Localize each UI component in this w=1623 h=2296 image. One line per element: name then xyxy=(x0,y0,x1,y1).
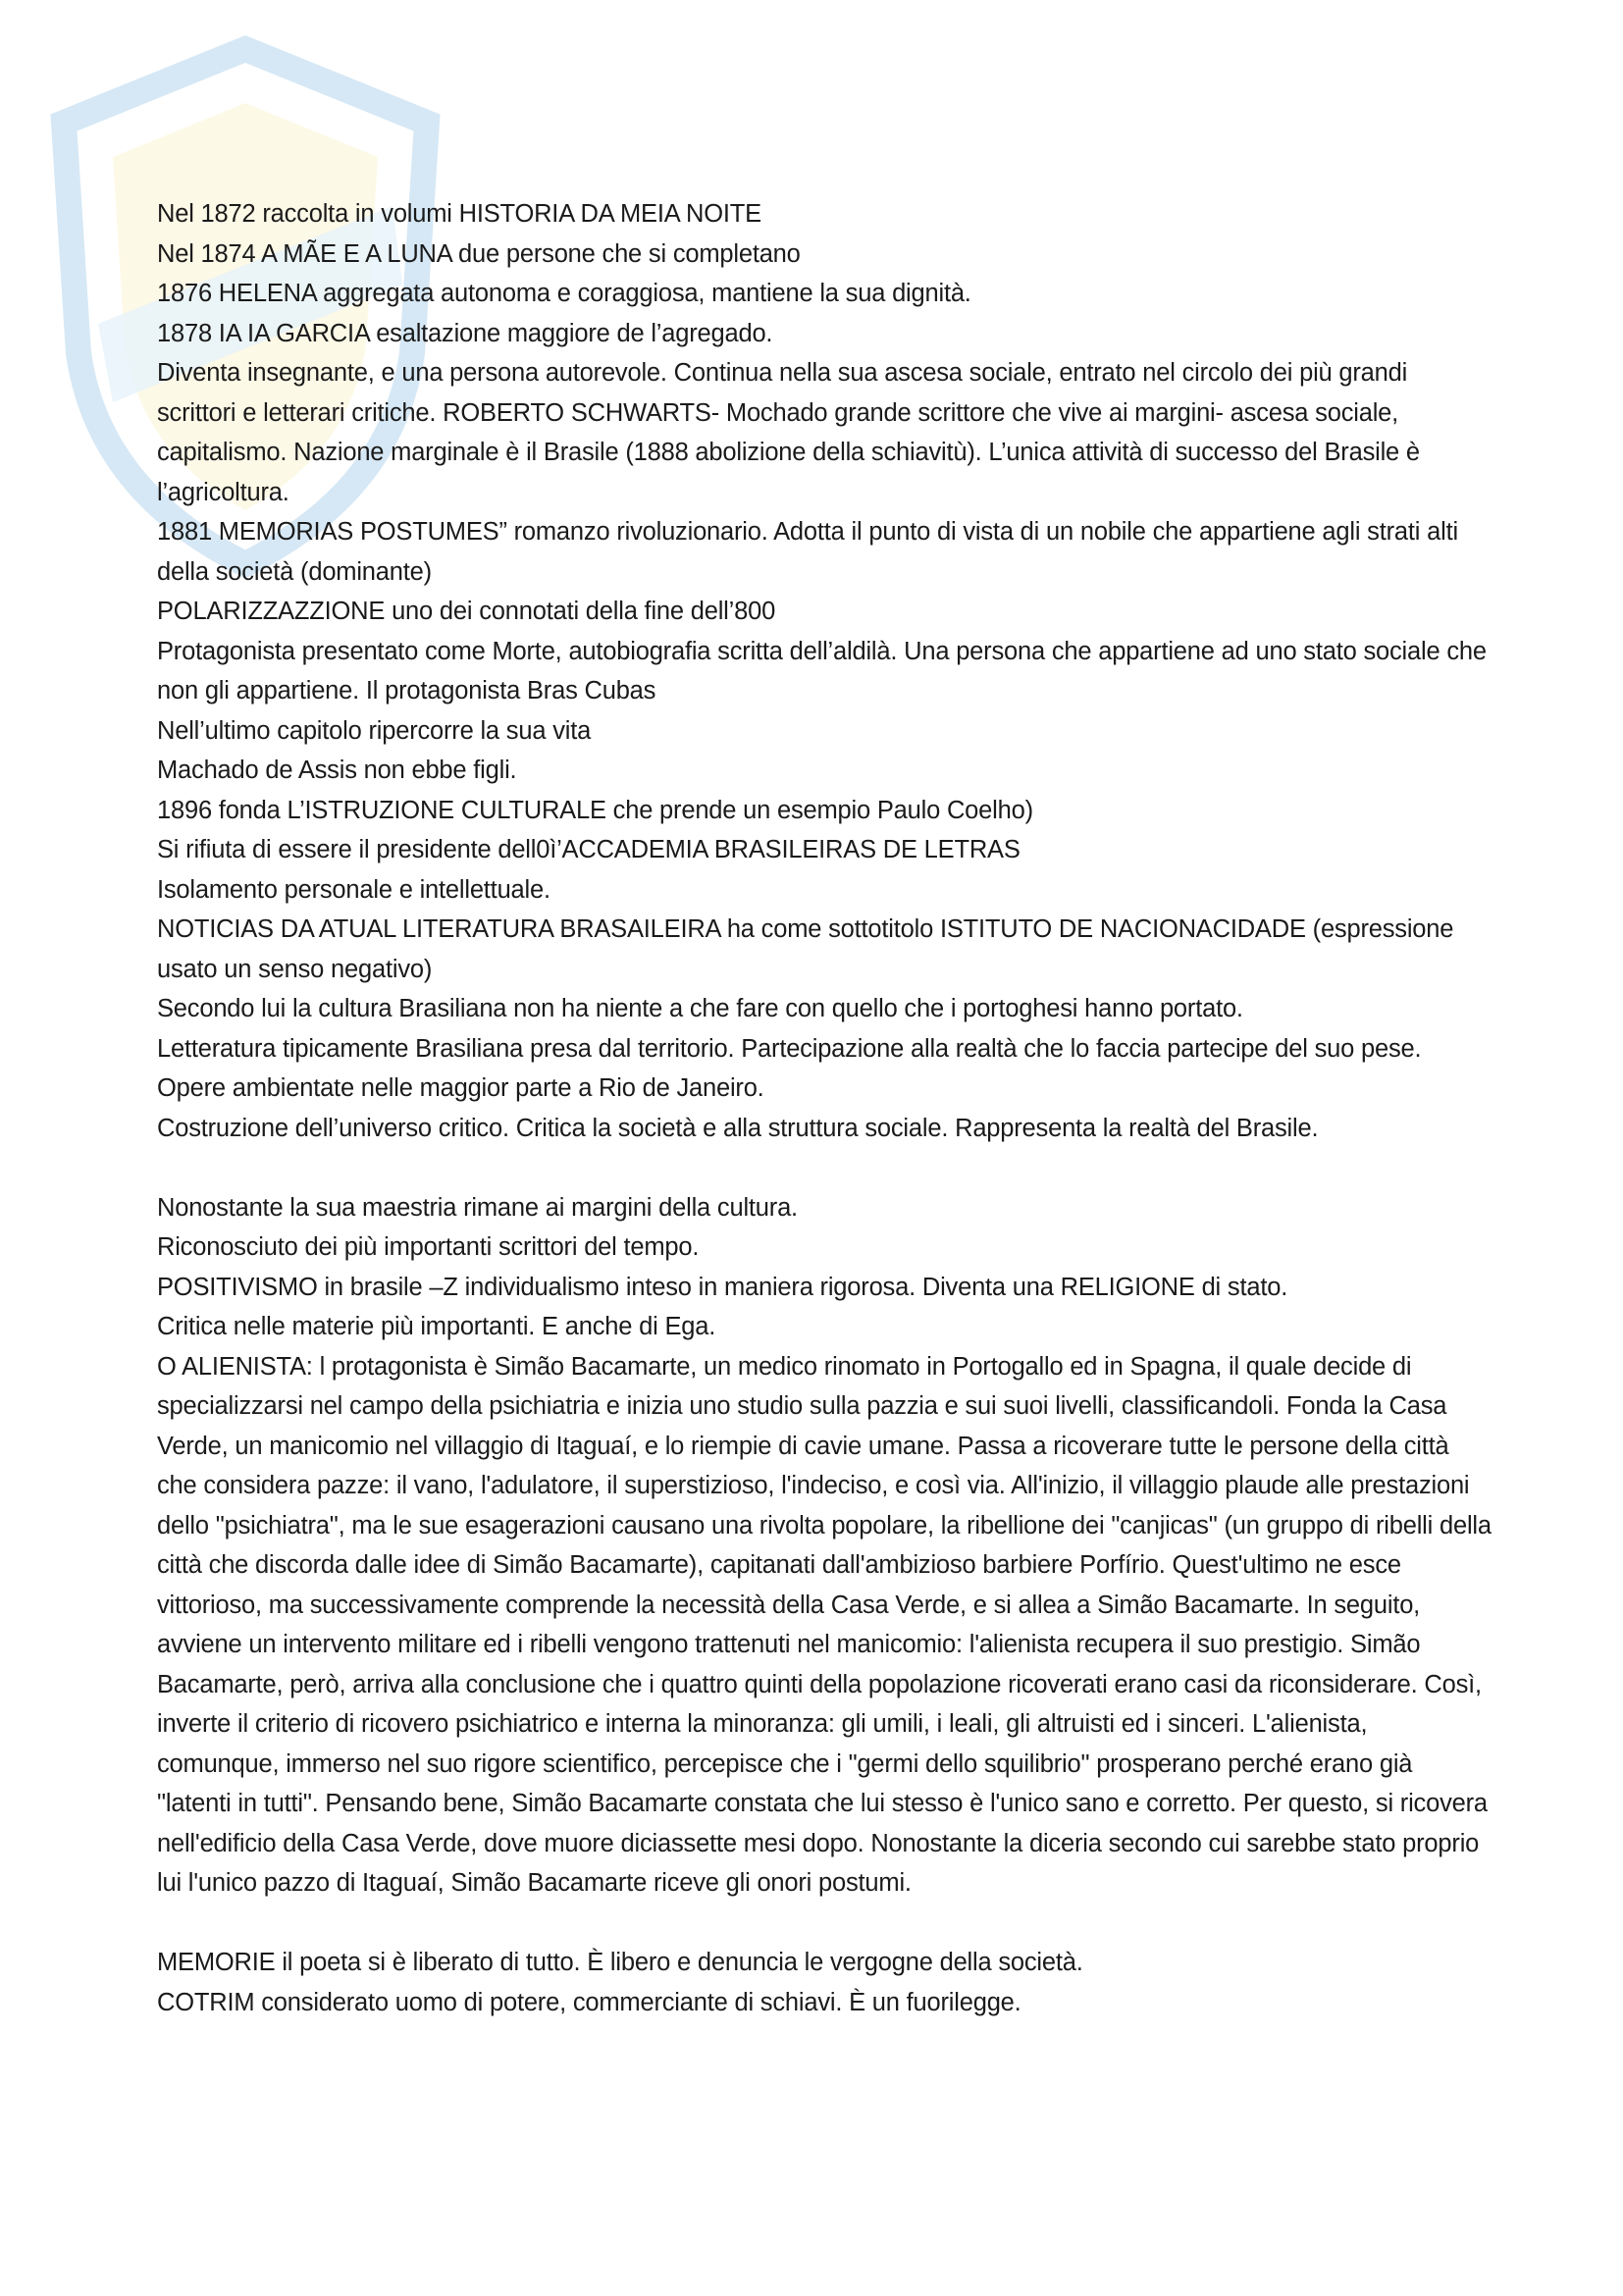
section-1 xyxy=(157,194,1492,1148)
paragraph: Machado de Assis non ebbe figli. xyxy=(157,757,517,784)
paragraph: POSITIVISMO in brasile –Z individualismo inteso in maniera rigorosa. Diventa una RELIGIONE di stato. xyxy=(157,1273,1288,1301)
paragraph: Nonostante la sua maestria rimane ai margini della cultura. xyxy=(157,1193,798,1222)
paragraph: Critica nelle materie più importanti. E anche di Ega. xyxy=(157,1313,716,1340)
paragraph: Letteratura tipicamente Brasiliana presa dal territorio. Partecipazione alla realtà che lo faccia partecipe del suo pese. xyxy=(157,1034,1422,1063)
paragraph-alienista: O ALIENISTA: l protagonista è Simão Bacamarte, un medico rinomato in Portogallo ed in Spagna, il quale decide di specializzarsi nel campo della psichiatria e inizia uno studio sulla pazzia e sui suoi livelli, classificandoli. Fonda la Casa Verde, un manicomio nel villaggio di Itaguaí, e lo riempie di cavie umane. Passa a ricoverare tutte le persone della città che considera pazze: il vano, l'adulatore, il superstizioso, l'indeciso, e così via. All'inizio, il villaggio plaude alle prestazioni dello "psichiatra", ma le sue esagerazioni causano una rivolta popolare, la ribellione dei "canjicas" (un gruppo di ribelli della città che discorda dalle idee di Simão Bacamarte), capitanati dall'ambizioso barbiere Porfírio. Quest'ultimo ne esce vittorioso, ma successivamente comprende la necessità della Casa Verde, e si allea a Simão Bacamarte. In seguito, avviene un intervento militare ed i ribelli vengono trattenuti nel manicomio: l'alienista recupera il suo prestigio. Simão Bacamarte, però, arriva alla conclusione che i quattro quinti della popolazione ricoverati erano casi da riconsiderare. Così, inverte il criterio di ricovero psichiatrico e interna la minoranza: gli umili, i leali, gli altruisti ed i sinceri. L'alienista, comunque, immerso nel suo rigore scientifico, percepisce che i "germi dello squilibrio" prosperano perché erano già "latenti in tutti". Pensando bene, Simão Bacamarte constata che lui stesso è l'unico sano e corretto. Per questo, si ricovera nell'edificio della Casa Verde, dove muore diciassette mesi dopo. Nonostante la diceria secondo cui sarebbe stato proprio lui l'unico pazzo di Itaguaí, Simão Bacamarte riceve gli onori postumi. xyxy=(157,1352,1492,1897)
paragraph: Isolamento personale e intellettuale. xyxy=(157,875,550,904)
paragraph: Riconosciuto dei più importanti scrittori del tempo. xyxy=(157,1233,700,1261)
section-3 xyxy=(157,1943,1492,2022)
section-2 xyxy=(157,1188,1492,1904)
paragraph: Nel 1872 raccolta in volumi HISTORIA DA MEIA NOITE xyxy=(157,200,761,228)
paragraph: 1881 MEMORIAS POSTUMES” romanzo rivoluzionario. Adotta il punto di vista di un nobile che appartiene agli strati alti della società (dominante) xyxy=(157,518,1458,586)
paragraph: Costruzione dell’universo critico. Critica la società e alla struttura sociale. Rappresenta la realtà del Brasile. xyxy=(157,1114,1319,1142)
paragraph: Opere ambientate nelle maggior parte a Rio de Janeiro. xyxy=(157,1074,764,1102)
paragraph: 1878 IA IA GARCIA esaltazione maggiore de l’agregado. xyxy=(157,319,773,347)
paragraph: Nel 1874 A MÃE E A LUNA due persone che si completano xyxy=(157,239,801,268)
paragraph: 1896 fonda L’ISTRUZIONE CULTURALE che prende un esempio Paulo Coelho) xyxy=(157,796,1033,824)
paragraph: Diventa insegnante, e una persona autorevole. Continua nella sua ascesa sociale, entrato nel circolo dei più grandi scrittori e letterari critiche. ROBERTO SCHWARTS- Mochado grande scrittore che vive ai margini- ascesa sociale, capitalismo. Nazione marginale è il Brasile (1888 abolizione della schiavitù). L’unica attività di successo del Brasile è l’agricoltura. xyxy=(157,359,1420,506)
document-body xyxy=(157,194,1492,2022)
paragraph: NOTICIAS DA ATUAL LITERATURA BRASAILEIRA ha come sottotitolo ISTITUTO DE NACIONACIDADE (espressione usato un senso negativo) xyxy=(157,915,1454,983)
paragraph: Secondo lui la cultura Brasiliana non ha niente a che fare con quello che i portoghesi hanno portato. xyxy=(157,995,1243,1022)
paragraph: COTRIM considerato uomo di potere, commerciante di schiavi. È un fuorilegge. xyxy=(157,1988,1021,2016)
paragraph: POLARIZZAZZIONE uno dei connotati della fine dell’800 xyxy=(157,598,776,625)
paragraph: MEMORIE il poeta si è liberato di tutto. È libero e denuncia le vergogne della società. xyxy=(157,1949,1083,1976)
paragraph: Nell’ultimo capitolo ripercorre la sua vita xyxy=(157,716,592,745)
paragraph: Protagonista presentato come Morte, autobiografia scritta dell’aldilà. Una persona che appartiene ad uno stato sociale che non gli appartiene. Il protagonista Bras Cubas xyxy=(157,637,1487,704)
paragraph: 1876 HELENA aggregata autonoma e coraggiosa, mantiene la sua dignità. xyxy=(157,280,971,307)
paragraph: Si rifiuta di essere il presidente dell0ì’ACCADEMIA BRASILEIRAS DE LETRAS xyxy=(157,836,1021,863)
